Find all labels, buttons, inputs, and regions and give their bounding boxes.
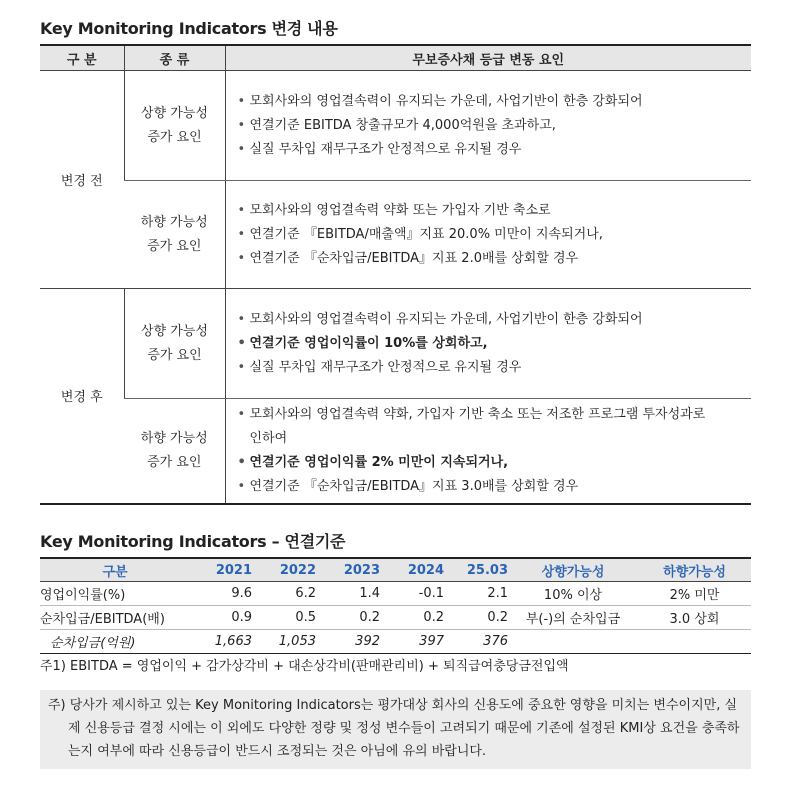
section1-title: Key Monitoring Indicators 변경 내용 xyxy=(40,19,338,38)
group-label-before: 변경 전 xyxy=(40,71,124,289)
value-cell: 0.2 xyxy=(380,606,444,630)
header-year: 2024 xyxy=(380,558,444,582)
header-division: 구분 xyxy=(40,558,190,582)
value-cell: 1.4 xyxy=(316,582,380,606)
bullet-text: 모회사와의 영업결속력 약화, 가입자 기반 축소 또는 저조한 프로그램 투자성과로 xyxy=(249,406,706,422)
table-row xyxy=(40,399,751,504)
value-cell: 6.2 xyxy=(252,582,316,606)
table-row xyxy=(40,181,751,289)
bullet-item: • 모회사와의 영업결속력 약화 또는 가입자 기반 축소로 xyxy=(238,199,752,223)
header-upgrade: 상향가능성 xyxy=(508,558,638,582)
bullet-item: • 연결기준 『순차입금/EBITDA』지표 2.0배를 상회할 경우 xyxy=(238,247,752,271)
bullet-item: • 실질 무차입 재무구조가 안정적으로 유지될 경우 xyxy=(238,356,752,380)
value-cell: 0.5 xyxy=(252,606,316,630)
section2-title: Key Monitoring Indicators – 연결기준 xyxy=(40,532,346,551)
value-cell: 0.2 xyxy=(444,606,508,630)
kind-cell xyxy=(124,71,225,181)
header-year: 25.03 xyxy=(444,558,508,582)
kmi-consolidated-table xyxy=(40,557,751,654)
value-cell: 376 xyxy=(444,630,508,654)
bullet-item-bold: • 연결기준 영업이익률 2% 미만이 지속되거나, xyxy=(238,451,752,475)
table-row xyxy=(40,606,751,630)
kind-cell xyxy=(124,181,225,289)
bullet-item: • 연결기준 EBITDA 창출규모가 4,000억원을 초과하고, xyxy=(238,114,752,138)
disclaimer-text: 주) 당사가 제시하고 있는 Key Monitoring Indicators는 평가대상 회사의 신용도에 중요한 영향을 미치는 변수이지만, 실제 신용등급 결정 시에는 이 외에도 다양한 정량 및 정성 변수들이 고려되기 때문에 기존에 설정된 KMI상 요건을 충족하는지 여부에 따라 신용등급이 반드시 조정되는 것은 아님에 유의 바랍니다. xyxy=(48,698,740,759)
table-row xyxy=(40,630,751,654)
kind-cell xyxy=(124,289,225,399)
downgrade-threshold xyxy=(638,630,751,654)
table-header xyxy=(40,558,751,582)
downgrade-threshold: 3.0 상회 xyxy=(638,606,751,630)
factor-cell xyxy=(225,71,751,181)
ebitda-footnote: 주1) EBITDA = 영업이익 + 감가상각비 + 대손상각비(판매관리비) + 퇴직급여충당금전입액 xyxy=(40,659,569,674)
row-label: 순차입금(억원) xyxy=(40,630,190,654)
value-cell: 9.6 xyxy=(190,582,252,606)
header-factors: 무보증사채 등급 변동 요인 xyxy=(225,45,751,71)
factor-cell xyxy=(225,181,751,289)
value-cell: 1,053 xyxy=(252,630,316,654)
table-row xyxy=(40,289,751,399)
bullet-text-continued: 인하여 xyxy=(249,430,288,446)
bullet-item: • 모회사와의 영업결속력이 유지되는 가운데, 사업기반이 한층 강화되어 xyxy=(238,308,752,332)
value-cell: 392 xyxy=(316,630,380,654)
header-type: 종 류 xyxy=(124,45,225,71)
group-label-after: 변경 후 xyxy=(40,289,124,504)
kind-line: 하향 가능성 xyxy=(140,430,208,446)
kind-line: 증가 요인 xyxy=(147,238,202,254)
kmi-change-table xyxy=(40,44,751,505)
bullet-item: • 연결기준 『EBITDA/매출액』지표 20.0% 미만이 지속되거나, xyxy=(238,223,752,247)
row-label: 순차입금/EBITDA(배) xyxy=(40,606,190,630)
header-year: 2023 xyxy=(316,558,380,582)
table-row xyxy=(40,71,751,181)
upgrade-threshold xyxy=(508,630,638,654)
bullet-item: • 모회사와의 영업결속력이 유지되는 가운데, 사업기반이 한층 강화되어 xyxy=(238,90,752,114)
bullet-item-bold: • 연결기준 영업이익률이 10%를 상회하고, xyxy=(238,332,752,356)
downgrade-threshold: 2% 미만 xyxy=(638,582,751,606)
header-year: 2022 xyxy=(252,558,316,582)
bullet-item: • 실질 무차입 재무구조가 안정적으로 유지될 경우 xyxy=(238,138,752,162)
value-cell: 0.2 xyxy=(316,606,380,630)
table-header xyxy=(40,45,751,71)
value-cell: 397 xyxy=(380,630,444,654)
kind-line: 상향 가능성 xyxy=(141,323,208,339)
kind-line: 하향 가능성 xyxy=(140,214,208,230)
value-cell: 2.1 xyxy=(444,582,508,606)
header-downgrade: 하향가능성 xyxy=(638,558,751,582)
table-row xyxy=(40,582,751,606)
bullet-item xyxy=(238,403,752,451)
kind-cell xyxy=(124,399,225,504)
bullet-item: • 연결기준 『순차입금/EBITDA』지표 3.0배를 상회할 경우 xyxy=(238,475,752,499)
factor-cell xyxy=(225,289,751,399)
header-category: 구 분 xyxy=(40,45,124,71)
kind-line: 증가 요인 xyxy=(147,129,202,145)
header-year: 2021 xyxy=(190,558,252,582)
kind-line: 상향 가능성 xyxy=(141,105,208,121)
value-cell: 0.9 xyxy=(190,606,252,630)
upgrade-threshold: 부(-)의 순차입금 xyxy=(508,606,638,630)
kind-line: 증가 요인 xyxy=(147,347,202,363)
kind-line: 증가 요인 xyxy=(147,454,202,470)
factor-cell xyxy=(225,399,751,504)
disclaimer-box xyxy=(40,690,751,769)
upgrade-threshold: 10% 이상 xyxy=(508,582,638,606)
value-cell: 1,663 xyxy=(190,630,252,654)
value-cell: -0.1 xyxy=(380,582,444,606)
row-label: 영업이익률(%) xyxy=(40,582,190,606)
